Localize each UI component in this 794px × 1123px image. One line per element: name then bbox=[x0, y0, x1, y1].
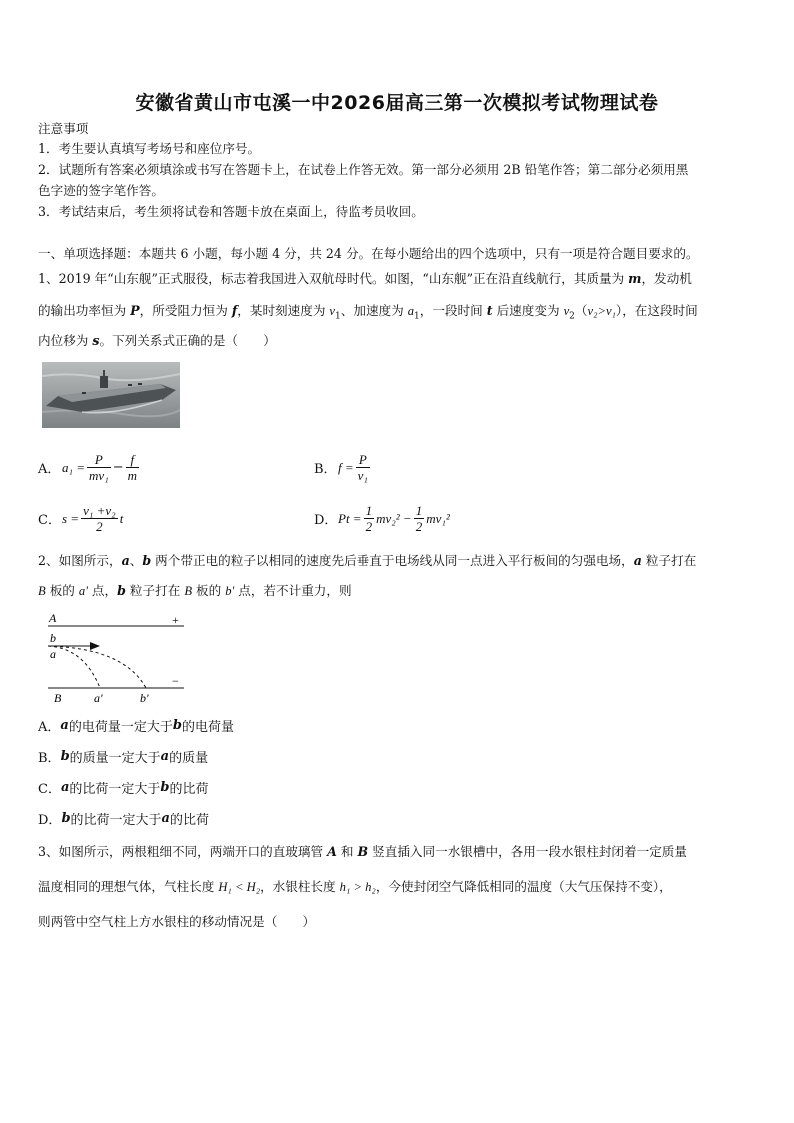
option-var: b bbox=[172, 718, 182, 733]
denominator: m bbox=[127, 468, 138, 483]
q3-text: ，水银柱长度 bbox=[260, 879, 340, 894]
option-text: 的比荷 bbox=[169, 782, 209, 797]
q1-sub: 2 bbox=[569, 311, 575, 322]
q2-var-b: b bbox=[142, 553, 152, 568]
option-letter: D． bbox=[38, 813, 62, 828]
notice-item-1: 1．考生要认真填写考场号和座位序号。 bbox=[38, 141, 261, 156]
numerator: 1 bbox=[415, 503, 423, 518]
q1-line-2 bbox=[38, 302, 762, 326]
minus-sign: − bbox=[172, 674, 179, 688]
q1-text: 的输出功率恒为 bbox=[38, 303, 131, 318]
option-text: 的质量一定大于 bbox=[69, 751, 161, 766]
q2-var-B: B bbox=[38, 584, 46, 598]
formula-lhs: a₁ = bbox=[62, 459, 86, 475]
q1-text: 后速度变为 bbox=[492, 303, 564, 318]
option-var: a bbox=[60, 780, 70, 795]
q2-text: 粒子打在 bbox=[125, 583, 185, 598]
q3-text: 和 bbox=[336, 844, 358, 859]
option-var: b bbox=[61, 811, 71, 826]
q1-text: 。下列关系式正确的是（ ） bbox=[99, 333, 276, 348]
q2-option-c[interactable] bbox=[38, 778, 209, 797]
numerator: 1 bbox=[365, 503, 373, 518]
plus-sign: + bbox=[172, 613, 179, 627]
option-text: 的比荷一定大于 bbox=[70, 813, 162, 828]
q3-text: 温度相同的理想气体，气柱长度 bbox=[38, 879, 219, 894]
q3-line-2 bbox=[38, 878, 762, 896]
minus-sign: − bbox=[112, 460, 124, 475]
fraction bbox=[356, 452, 370, 483]
denominator: v₁ bbox=[357, 468, 368, 483]
numerator: f bbox=[126, 452, 139, 468]
page-title: 安徽省黄山市屯溪一中2026届高三第一次模拟考试物理试卷 bbox=[135, 92, 659, 114]
plate-A-label: A bbox=[49, 612, 57, 625]
fraction bbox=[414, 503, 425, 534]
point-b-prime-label: b′ bbox=[140, 691, 149, 704]
q1-var-s: s bbox=[92, 333, 100, 348]
q1-var-m: m bbox=[628, 271, 642, 286]
q1-var-v: v bbox=[329, 304, 336, 318]
q1-text: ，所受阻力恒为 bbox=[139, 303, 232, 318]
formula-mid: mv₂² − bbox=[376, 510, 412, 526]
option-var: a bbox=[60, 718, 69, 733]
q3-text: ，今使封闭空气降低相同的温度（大气压保持不变）， bbox=[375, 879, 672, 894]
q1-line-1 bbox=[38, 270, 762, 288]
option-text: 的电荷量 bbox=[181, 720, 234, 735]
option-letter: D． bbox=[314, 513, 338, 528]
option-text: 的比荷 bbox=[169, 813, 209, 828]
fraction bbox=[87, 452, 111, 483]
option-var: b bbox=[160, 780, 170, 795]
option-text: 的质量 bbox=[169, 751, 209, 766]
q1-var-v: v bbox=[563, 304, 570, 318]
option-letter: B． bbox=[314, 462, 337, 477]
formula-tail: mv₁² bbox=[426, 510, 450, 526]
q2-line-2 bbox=[38, 582, 762, 600]
numerator: P bbox=[356, 452, 370, 468]
arrow-head-icon bbox=[90, 642, 100, 650]
q2-text: 板的 bbox=[192, 583, 226, 598]
denominator: mv₁ bbox=[89, 468, 109, 483]
numerator: P bbox=[87, 452, 111, 468]
q3-line-3: 则两管中空气柱上方水银柱的移动情况是（ ） bbox=[38, 914, 316, 929]
option-var: a bbox=[161, 811, 170, 826]
q1-condition: v₂>v₁ bbox=[587, 304, 616, 318]
q2-text: 点，若不计重力，则 bbox=[234, 583, 352, 598]
denominator: 2 bbox=[415, 519, 423, 534]
q1-option-d[interactable] bbox=[314, 503, 450, 534]
option-text: 的比荷一定大于 bbox=[69, 782, 161, 797]
q3-condition-h: h₁ > h₂ bbox=[339, 880, 376, 894]
q2-text: 2、如图所示， bbox=[38, 553, 122, 568]
q1-text: 、加速度为 bbox=[340, 303, 408, 318]
q1-text: 内位移为 bbox=[38, 333, 93, 348]
option-var: b bbox=[60, 749, 70, 764]
notice-item-2: 2．试题所有答案必须填涂或书写在答题卡上，在试卷上作答无效。第一部分必须用 2B 铅笔作答；第二部分必须用黑 bbox=[38, 162, 689, 177]
fraction bbox=[81, 503, 118, 534]
q1-var-f: f bbox=[231, 303, 238, 318]
notice-item-3: 3．考试结束后，考生须将试卷和答题卡放在桌面上，待监考员收回。 bbox=[38, 204, 424, 219]
notice-item-2-cont: 色字迹的签字笔作答。 bbox=[38, 183, 164, 198]
formula-tail: t bbox=[119, 510, 124, 526]
q2-var-a: a bbox=[633, 553, 642, 568]
q2-var-b: b bbox=[117, 583, 126, 598]
option-letter: B． bbox=[38, 751, 61, 766]
aircraft-carrier-icon bbox=[42, 362, 180, 428]
denominator: 2 bbox=[96, 519, 103, 534]
fraction bbox=[126, 452, 139, 483]
plate-B-label: B bbox=[54, 691, 62, 704]
q2-text: 板的 bbox=[45, 583, 79, 598]
q2-var-bp: b' bbox=[225, 584, 235, 598]
q3-text: 竖直插入同一水银槽中，各用一段水银柱封闭着一定质量 bbox=[368, 844, 687, 859]
q2-text: 、 bbox=[129, 553, 143, 568]
q3-var-B: B bbox=[357, 844, 369, 859]
q1-line-3 bbox=[38, 332, 762, 350]
q2-var-B: B bbox=[184, 584, 193, 598]
q1-option-c[interactable] bbox=[38, 503, 123, 534]
notice-heading: 注意事项 bbox=[38, 121, 89, 136]
q1-text: 1、2019 年“山东舰”正式服役，标志着我国进入双航母时代。如图，“山东舰”正在沿直线航行，其质量为 bbox=[38, 271, 629, 286]
particle-a-label: a bbox=[50, 647, 56, 661]
q3-text: 3、如图所示，两根粗细不同，两端开口的直玻璃管 bbox=[38, 844, 328, 859]
q1-option-b[interactable] bbox=[314, 452, 372, 483]
q2-option-b[interactable] bbox=[38, 747, 208, 766]
aircraft-carrier-photo bbox=[42, 362, 180, 428]
q2-var-ap: a' bbox=[78, 584, 88, 598]
particle-b-label: b bbox=[50, 631, 56, 645]
electric-field-diagram bbox=[44, 612, 194, 704]
q3-var-A: A bbox=[327, 844, 337, 859]
option-var: a bbox=[160, 749, 170, 764]
formula-lhs: f = bbox=[338, 459, 354, 475]
option-letter: C． bbox=[38, 782, 61, 797]
q1-text: ，一段时间 bbox=[419, 303, 487, 318]
denominator: 2 bbox=[365, 519, 373, 534]
q1-var-a: a bbox=[407, 304, 415, 318]
option-letter: A． bbox=[38, 720, 61, 735]
option-text: 的电荷量一定大于 bbox=[68, 720, 173, 735]
section-heading: 一、单项选择题：本题共 6 小题，每小题 4 分，共 24 分。在每小题给出的四个选项中，只有一项是符合题目要求的。 bbox=[38, 246, 699, 261]
q2-option-d[interactable] bbox=[38, 809, 209, 828]
q2-line-1 bbox=[38, 552, 762, 570]
q1-option-a[interactable] bbox=[38, 452, 141, 483]
trajectory-b bbox=[48, 646, 146, 688]
q1-sub: 1 bbox=[335, 311, 341, 322]
q1-sub: 1 bbox=[414, 311, 420, 322]
formula-lhs: s = bbox=[62, 510, 80, 526]
option-letter: A． bbox=[38, 462, 61, 477]
q3-line-1 bbox=[38, 843, 762, 861]
fraction bbox=[364, 503, 375, 534]
q2-text: 两个带正电的粒子以相同的速度先后垂直于电场线从同一点进入平行板间的匀强电场， bbox=[151, 553, 634, 568]
formula-lhs: Pt = bbox=[338, 510, 362, 526]
q2-text: 点， bbox=[87, 583, 118, 598]
numerator: v₁ +v₂ bbox=[83, 503, 116, 518]
q1-text: ，某时刻速度为 bbox=[237, 303, 330, 318]
q2-var-a: a bbox=[121, 553, 130, 568]
q1-text: （ bbox=[574, 303, 588, 318]
point-a-prime-label: a′ bbox=[94, 691, 103, 704]
q2-option-a[interactable] bbox=[38, 716, 234, 735]
q1-text: ），在这段时间 bbox=[615, 303, 698, 318]
q2-text: 粒子打在 bbox=[641, 553, 697, 568]
option-letter: C． bbox=[38, 513, 61, 528]
q3-condition-H: H₁ < H₂ bbox=[218, 880, 261, 894]
q1-text: ，发动机 bbox=[641, 271, 692, 286]
q1-var-P: P bbox=[130, 303, 140, 318]
q1-var-t: t bbox=[486, 303, 493, 318]
